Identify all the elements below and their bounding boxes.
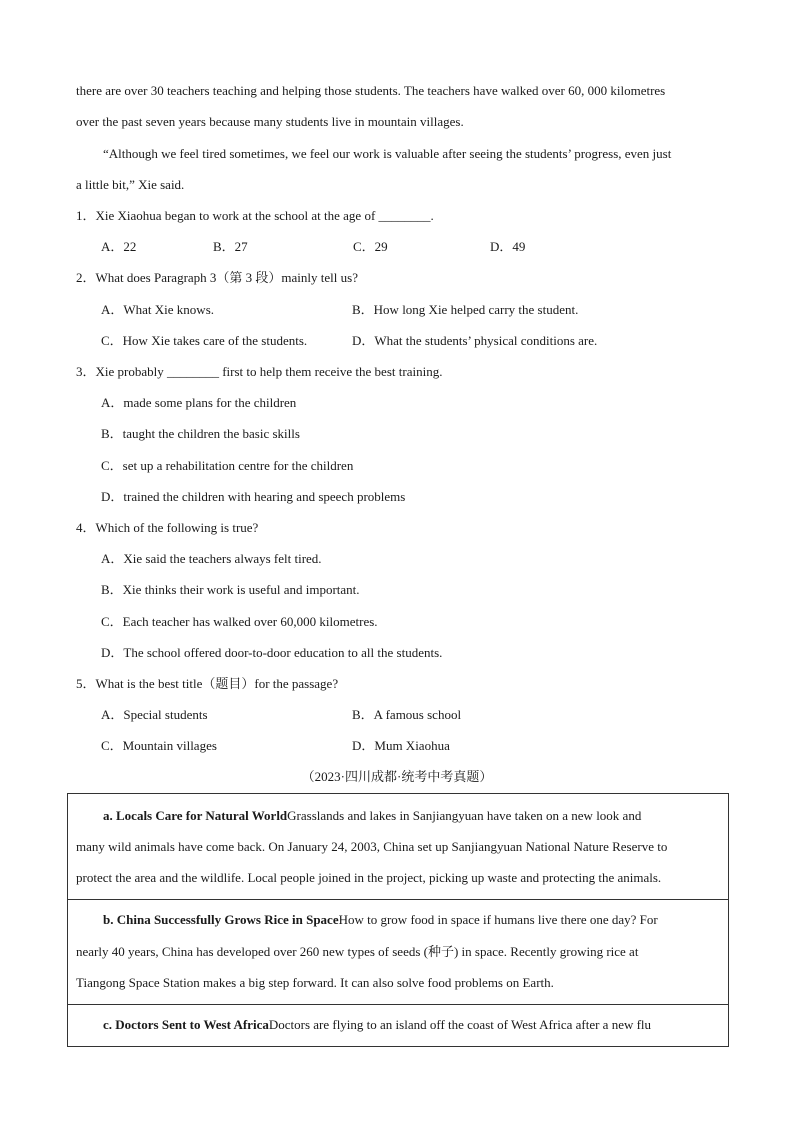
news-a-title: a. Locals Care for Natural World: [103, 808, 288, 823]
news-c-text: Doctors are flying to an island off the coast of West Africa after a new flu: [268, 1017, 652, 1032]
option-b[interactable]: B．27: [213, 239, 248, 254]
option-d[interactable]: D．The school offered door-to-door education to all the students.: [101, 645, 443, 660]
news-b-text: How to grow food in space if humans live there one day? For: [338, 912, 658, 927]
option-d[interactable]: D．Mum Xiaohua: [352, 738, 450, 753]
source-label: （2023·四川成都·统考中考真题）: [301, 769, 493, 784]
option-c[interactable]: C．set up a rehabilitation centre for the children: [101, 458, 354, 473]
news-b-line3: Tiangong Space Station makes a big step forward. It can also solve food problems on Earth.: [76, 975, 554, 990]
option-a[interactable]: A．22: [101, 239, 137, 254]
option-b[interactable]: B．taught the children the basic skills: [101, 426, 300, 441]
news-b-line2: nearly 40 years, China has developed over 260 new types of seeds (种子) in space. Recently growing rice at: [76, 944, 639, 959]
row-divider: [68, 899, 728, 900]
option-c[interactable]: C．Each teacher has walked over 60,000 kilometres.: [101, 614, 378, 629]
news-c-line1: [103, 1016, 651, 1034]
option-d[interactable]: D．49: [490, 239, 526, 254]
question-stem: 4．Which of the following is true?: [76, 520, 259, 535]
passage-line: a little bit,” Xie said.: [76, 177, 185, 192]
question-stem: 3．Xie probably ________ first to help them receive the best training.: [76, 364, 443, 379]
row-divider: [68, 1004, 728, 1005]
option-c[interactable]: C．Mountain villages: [101, 738, 217, 753]
news-b-title: b. China Successfully Grows Rice in Space: [103, 912, 339, 927]
news-a-line1: [103, 807, 641, 825]
news-c-title: c. Doctors Sent to West Africa: [103, 1017, 269, 1032]
news-a-line3: protect the area and the wildlife. Local people joined in the project, picking up waste and protecting the animals.: [76, 870, 662, 885]
option-b[interactable]: B．A famous school: [352, 707, 462, 722]
passage-line: there are over 30 teachers teaching and helping those students. The teachers have walked over 60, 000 kilometres: [76, 83, 666, 98]
option-a[interactable]: A．Special students: [101, 707, 208, 722]
news-b-line1: [103, 911, 658, 929]
option-b[interactable]: B．How long Xie helped carry the student.: [352, 302, 579, 317]
question-stem: 2．What does Paragraph 3（第 3 段）mainly tell us?: [76, 270, 358, 285]
option-a[interactable]: A．made some plans for the children: [101, 395, 297, 410]
passage-line: over the past seven years because many students live in mountain villages.: [76, 114, 464, 129]
question-stem: 1．Xie Xiaohua began to work at the school at the age of ________.: [76, 208, 434, 223]
option-a[interactable]: A．Xie said the teachers always felt tired.: [101, 551, 322, 566]
option-d[interactable]: D．trained the children with hearing and speech problems: [101, 489, 406, 504]
option-b[interactable]: B．Xie thinks their work is useful and important.: [101, 582, 360, 597]
news-a-text: Grasslands and lakes in Sanjiangyuan have taken on a new look and: [287, 808, 642, 823]
news-a-line2: many wild animals have come back. On January 24, 2003, China set up Sanjiangyuan National Nature Reserve to: [76, 839, 668, 854]
option-c[interactable]: C．29: [353, 239, 388, 254]
option-c[interactable]: C．How Xie takes care of the students.: [101, 333, 308, 348]
option-d[interactable]: D．What the students’ physical conditions are.: [352, 333, 598, 348]
passage-line: “Although we feel tired sometimes, we feel our work is valuable after seeing the students’ progress, even just: [103, 146, 672, 161]
news-box: [67, 793, 729, 1047]
option-a[interactable]: A．What Xie knows.: [101, 302, 215, 317]
question-stem: 5．What is the best title（题目）for the passage?: [76, 676, 339, 691]
